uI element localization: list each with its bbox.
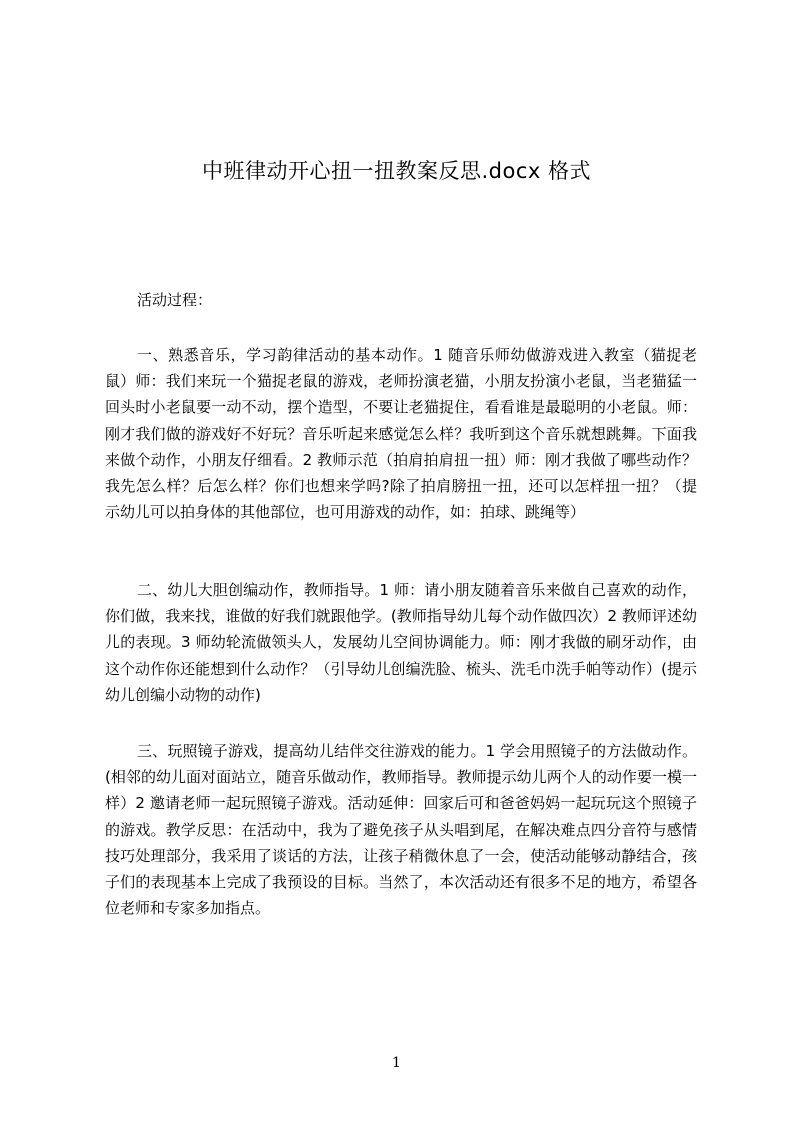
page-number: 1 bbox=[392, 1055, 401, 1071]
paragraph-3: 三、玩照镜子游戏，提高幼儿结伴交往游戏的能力。1 学会用照镜子的方法做动作。(相邻的幼儿面对面站立，随音乐做动作，教师指导。教师提示幼儿两个人的动作要一模一样）2 邀请老师一起玩照镜子游戏。活动延伸：回家后可和爸爸妈妈一起玩玩这个照镜子的游戏。教学反思：在活动中，我为了避免孩子从头唱到尾，在解决难点四分音符与感情技巧处理部分，我采用了谈话的方法，让孩子稍微休息了一会，使活动能够动静结合，孩子们的表现基本上完成了我预设的目标。当然了，本次活动还有很多不足的地方，希望各位老师和专家多加指点。 bbox=[105, 742, 697, 918]
paragraph-2: 二、幼儿大胆创编动作，教师指导。1 师：请小朋友随着音乐来做自己喜欢的动作，你们做，我来找，谁做的好我们就跟他学。(教师指导幼儿每个动作做四次）2 教师评述幼儿的表现。3 师幼轮流做领头人，发展幼儿空间协调能力。师：刚才我做的刷牙动作，由这个动作你还能想到什么动作？（引导幼儿创编洗脸、梳头、洗毛巾洗手帕等动作）(提示幼儿创编小动物的动作) bbox=[105, 581, 697, 704]
section-heading: 活动过程： bbox=[137, 291, 213, 309]
paragraph-1: 一、熟悉音乐，学习韵律活动的基本动作。1 随音乐师幼做游戏进入教室（猫捉老鼠）师：我们来玩一个猫捉老鼠的游戏，老师扮演老猫，小朋友扮演小老鼠，当老猫猛一回头时小老鼠要一动不动，摆个造型，不要让老猫捉住，看看谁是最聪明的小老鼠。师：刚才我们做的游戏好不好玩？音乐听起来感觉怎么样？我听到这个音乐就想跳舞。下面我来做个动作，小朋友仔细看。2 教师示范（拍肩拍肩扭一扭）师：刚才我做了哪些动作？我先怎么样？后怎么样？你们也想来学吗?除了拍肩膀扭一扭，还可以怎样扭一扭？（提示幼儿可以拍身体的其他部位，也可用游戏的动作，如：拍球、跳绳等） bbox=[105, 346, 697, 522]
document-title: 中班律动开心扭一扭教案反思.docx 格式 bbox=[201, 159, 591, 184]
